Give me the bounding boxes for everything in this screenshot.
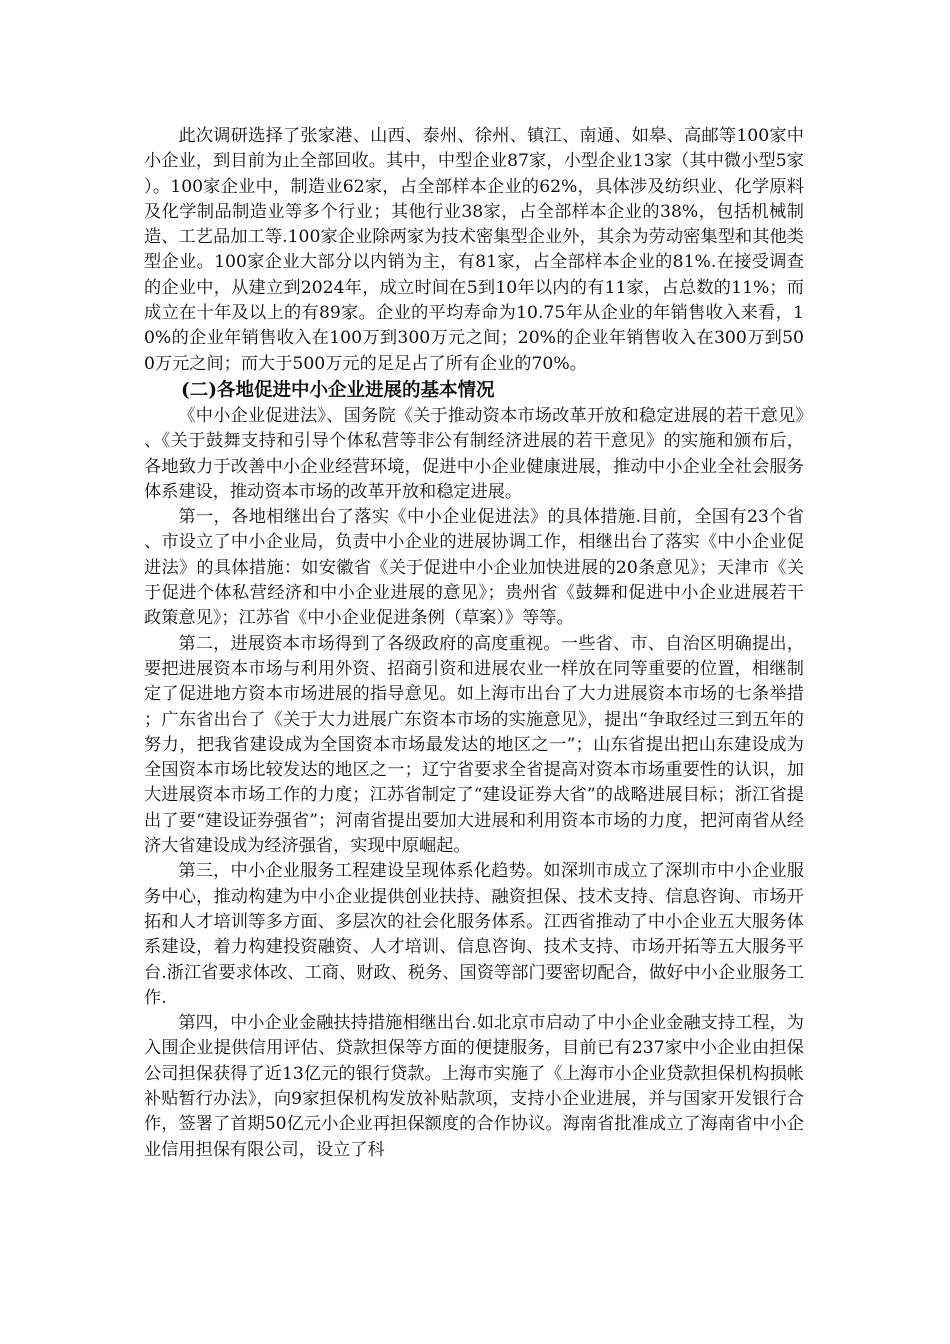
document-page	[144, 124, 804, 1163]
paragraph-fourth-financial-support: 第四，中小企业金融扶持措施相继出台.如北京市启动了中小企业金融支持工程，为入围企业提供信用评估、贷款担保等方面的便捷服务，目前已有237家中小企业由担保公司担保获得了近13亿元的银行贷款。上海市实施了《上海市小企业贷款担保机构损帐补贴暂行办法》，向9家担保机构发放补贴款项，支持小企业进展，并与国家开发银行合作，签署了首期50亿元小企业再担保额度的合作协议。海南省批准成立了海南省中小企业信用担保有限公司，设立了科	[144, 1013, 804, 1160]
section-heading: (二)各地促进中小企业进展的基本情况	[181, 379, 495, 401]
paragraph-first-measures: 第一，各地相继出台了落实《中小企业促进法》的具体措施.目前，全国有23个省、市设立了中小企业局，负责中小企业的进展协调工作，相继出台了落实《中小企业促进法》的具体措施：如安徽省《关于促进中小企业加快进展的20条意见》；天津市《关于促进个体私营经济和中小企业进展的意见》；贵州省《鼓舞和促进中小企业进展若干政策意见》；江苏省《中小企业促进条例（草案）》等等。	[144, 507, 804, 629]
paragraph-second-capital-market: 第二，进展资本市场得到了各级政府的高度重视。一些省、市、自治区明确提出，要把进展资本市场与利用外资、招商引资和进展农业一样放在同等重要的位置，相继制定了促进地方资本市场进展的指导意见。如上海市出台了大力进展资本市场的七条举措；广东省出台了《关于大力进展广东资本市场的实施意见》，提出“争取经过三到五年的努力，把我省建设成为全国资本市场最发达的地区之一”；山东省提出把山东建设成为全国资本市场比较发达的地区之一；辽宁省要求全省提高对资本市场重要性的认识，加大进展资本市场工作的力度；江苏省制定了“建设证券大省”的战略进展目标；浙江省提出了要“建设证券强省”；河南省提出要加大进展和利用资本市场的力度，把河南省从经济大省建设成为经济强省，实现中原崛起。	[144, 633, 804, 857]
paragraph-policy-background: 《中小企业促进法》、国务院《关于推动资本市场改革开放和稳定进展的若干意见》、《关于鼓舞支持和引导个体私营等非公有制经济进展的若干意见》的实施和颁布后，各地致力于改善中小企业经营环境，促进中小企业健康进展，推动中小企业全社会服务体系建设，推动资本市场的改革开放和稳定进展。	[144, 405, 804, 502]
paragraph-survey-overview: 此次调研选择了张家港、山西、泰州、徐州、镇江、南通、如皋、高邮等100家中小企业，到目前为止全部回收。其中，中型企业87家，小型企业13家（其中微小型5家）。100家企业中，制造业62家，占全部样本企业的62%，具体涉及纺织业、化学原料及化学制品制造业等多个行业；其他行业38家，占全部样本企业的38%，包括机械制造、工艺品加工等.100家企业除两家为技术密集型企业外，其余为劳动密集型和其他类型企业。100家企业大部分以内销为主，有81家，占全部样本企业的81%.在接受调查的企业中，从建立到2024年，成立时间在5到10年以内的有11家，占总数的11%；而成立在十年及以上的有89家。企业的平均寿命为10.75年从企业的年销售收入来看，10%的企业年销售收入在100万到300万元之间；20%的企业年销售收入在300万到500万元之间；而大于500万元的足足占了所有企业的70%。	[144, 126, 804, 374]
paragraph-third-service-system: 第三，中小企业服务工程建设呈现体系化趋势。如深圳市成立了深圳市中小企业服务中心，推动构建为中小企业提供创业扶持、融资担保、技术支持、信息咨询、市场开拓和人才培训等多方面、多层次的社会化服务体系。江西省推动了中小企业五大服务体系建设，着力构建投资融资、人才培训、信息咨询、技术支持、市场开拓等五大服务平台.浙江省要求体改、工商、财政、税务、国资等部门要密切配合，做好中小企业服务工作.	[144, 861, 804, 1008]
